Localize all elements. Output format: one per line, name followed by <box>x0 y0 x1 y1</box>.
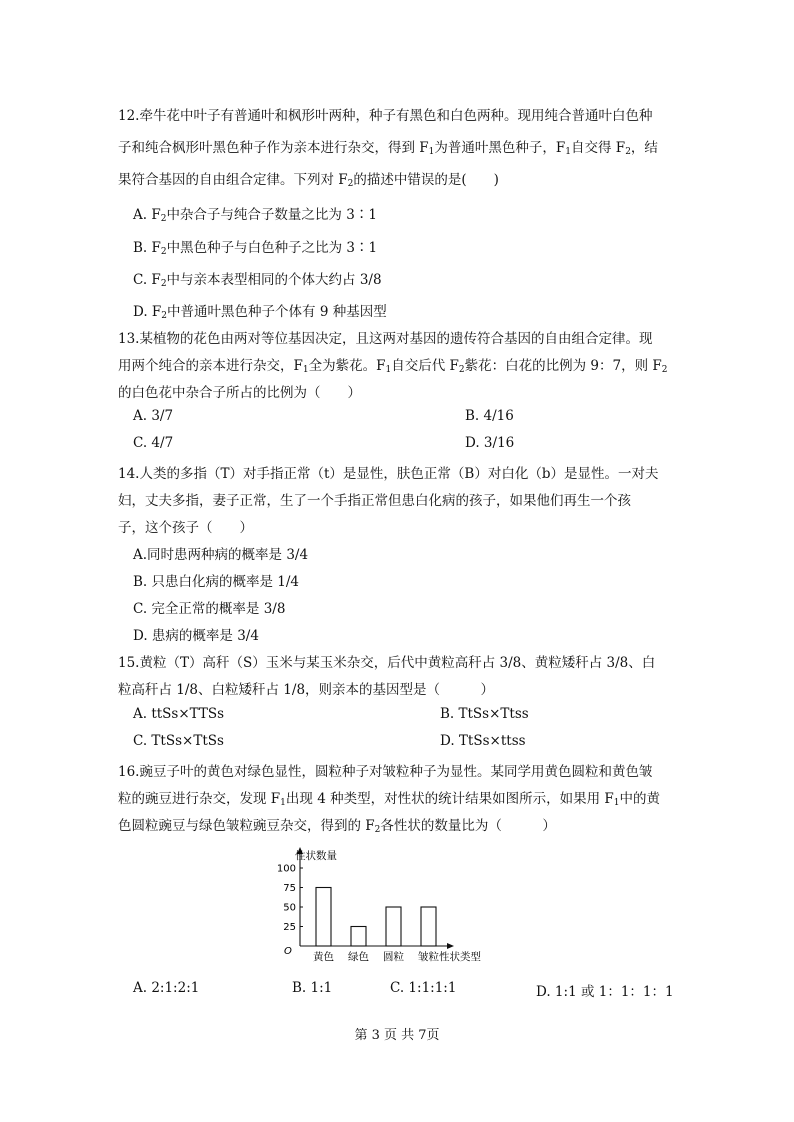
y-tick-label: 100 <box>276 863 296 875</box>
q13-line-1: 13.某植物的花色由两对等位基因决定，且这两对基因的遗传符合基因的自由组合定律。现 <box>118 331 653 347</box>
q14-option-c: C. 完全正常的概率是 3/8 <box>133 601 286 617</box>
q13-option-a: A. 3/7 <box>133 408 174 424</box>
q16-option-d: D. 1:1 或 1：1：1：1 <box>536 984 674 1000</box>
q12-line-3: 果符合基因的自由组合定律。下列对 $F_2$的描述中错误的是( ) <box>118 172 499 189</box>
x-tick-label: 绿色 <box>348 951 369 963</box>
page-footer: 第 3 页 共 7页 <box>354 1028 440 1043</box>
bar-1 <box>351 927 366 947</box>
bar-2 <box>386 907 401 946</box>
q15-option-c: C. TtSs×TtSs <box>133 733 224 749</box>
q14-line-3: 子，这个孩子（ ） <box>118 520 253 536</box>
x-tick-label: 圆粒 <box>383 951 404 963</box>
q14-option-d: D. 患病的概率是 3/4 <box>133 628 259 644</box>
q16-option-c: C. 1:1:1:1 <box>390 980 457 996</box>
q12-option-b: B. $F_2$中黑色种子与白色种子之比为 3∶1 <box>133 240 378 257</box>
q14-option-b: B. 只患白化病的概率是 1/4 <box>133 574 300 590</box>
q12-option-c: C. $F_2$中与亲本表型相同的个体大约占 3/8 <box>133 272 382 289</box>
y-tick-label: 75 <box>283 883 296 894</box>
bar-3 <box>421 907 436 946</box>
y-tick-label: 25 <box>283 922 296 933</box>
q14-line-2: 妇，丈夫多指，妻子正常，生了一个手指正常但患白化病的孩子，如果他们再生一个孩 <box>118 493 631 509</box>
x-tick-label: 皱粒 <box>418 951 439 963</box>
q16-option-b: B. 1:1 <box>292 980 333 996</box>
q16-option-a: A. 2:1:2:1 <box>133 980 200 996</box>
x-axis-arrow-icon <box>447 943 454 949</box>
q13-option-b: B. 4/16 <box>465 408 514 424</box>
q12-option-a: A. $F_2$中杂合子与纯合子数量之比为 3∶1 <box>133 207 377 224</box>
q13-option-c: C. 4/7 <box>133 435 174 451</box>
q16-line-2: 粒的豌豆进行杂交，发现 $F_1$出现 4 种类型，对性状的统计结果如图所示，如果用 $F_1$中的黄 <box>118 791 660 808</box>
q13-line-2: 用两个纯合的亲本进行杂交，$F_1$全为紫花。$F_1$自交后代 $F_2$紫花：白花的比例为 9：7，则 $F_2$ <box>118 358 668 375</box>
origin-label: O <box>284 946 292 957</box>
x-axis-label: 性状类型 <box>439 951 481 963</box>
q15-line-1: 15.黄粒（T）高秆（S）玉米与某玉米杂交，后代中黄粒高秆占 3/8、黄粒矮秆占 3/8、白 <box>118 655 656 671</box>
q13-option-d: D. 3/16 <box>465 435 515 451</box>
bar-0 <box>316 888 331 947</box>
q12-option-d: D. $F_2$中普通叶黑色种子个体有 9 种基因型 <box>133 304 387 321</box>
y-axis-label: 性状数量 <box>295 850 337 862</box>
q15-option-b: B. TtSs×Ttss <box>440 706 529 722</box>
trait-count-bar-chart <box>264 842 494 970</box>
q15-option-a: A. ttSs×TTSs <box>133 706 225 722</box>
x-tick-label: 黄色 <box>313 951 334 963</box>
q16-line-3: 色圆粒豌豆与绿色皱粒豌豆杂交，得到的 $F_2$各性状的数量比为（ ） <box>118 818 556 835</box>
q14-option-a: A.同时患两种病的概率是 3/4 <box>133 547 309 563</box>
q12-line-1: 12.牵牛花中叶子有普通叶和枫形叶两种，种子有黑色和白色两种。现用纯合普通叶白色种 <box>118 108 653 124</box>
q15-line-2: 粒高秆占 1/8、白粒矮秆占 1/8，则亲本的基因型是（ ） <box>118 682 495 698</box>
q12-line-2: 子和纯合枫形叶黑色种子作为亲本进行杂交，得到 $F_1$为普通叶黑色种子，$F_1$自交得 $F_2$，结 <box>118 140 658 157</box>
q13-line-3: 的白色花中杂合子所占的比例为（ ） <box>118 385 361 401</box>
y-tick-label: 50 <box>283 902 296 914</box>
q14-line-1: 14.人类的多指（T）对手指正常（t）是显性，肤色正常（B）对白化（b）是显性。一对夫 <box>118 466 659 482</box>
q16-line-1: 16.豌豆子叶的黄色对绿色显性，圆粒种子对皱粒种子为显性。某同学用黄色圆粒和黄色皱 <box>118 764 653 780</box>
q15-option-d: D. TtSs×ttss <box>440 733 526 749</box>
